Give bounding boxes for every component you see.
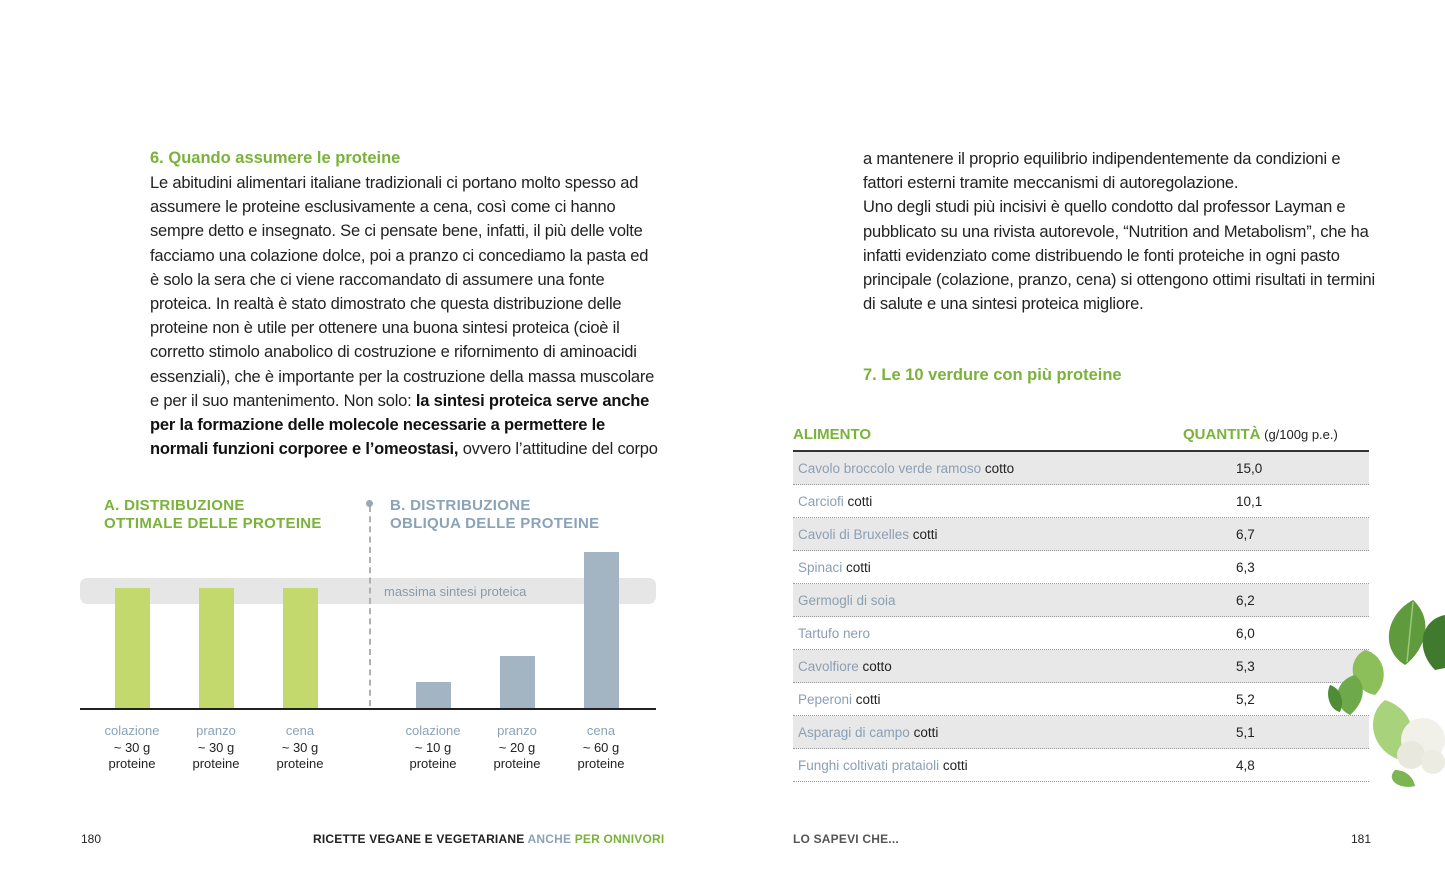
value-label: ~ 20 g xyxy=(498,739,536,755)
line-text: e per il suo mantenimento. Non solo: xyxy=(150,391,416,410)
value-label: ~ 10 g xyxy=(414,739,452,755)
section-number: 6. xyxy=(150,149,164,167)
value-label: ~ 30 g xyxy=(113,739,151,755)
paragraph-line: Uno degli studi più incisivi è quello condotto dal professor Layman e xyxy=(863,198,1346,217)
food-cell xyxy=(798,527,938,542)
paragraph-line: facciamo una colazione dolce, poi a pranzo ci concediamo la pasta ed xyxy=(150,246,649,265)
qty-header-unit: (g/100g p.e.) xyxy=(1260,427,1338,442)
food-name: Spinaci xyxy=(798,560,843,575)
chart-title-a xyxy=(104,497,322,533)
paragraph-line: infatti evidenziato come distribuendo le fonti proteiche in ogni pasto xyxy=(863,246,1340,265)
food-cell xyxy=(798,659,892,674)
table-row xyxy=(793,551,1369,584)
chart-x-label xyxy=(82,723,182,773)
chart-divider xyxy=(369,506,371,706)
chart-x-label xyxy=(166,723,266,773)
food-name: Carciofi xyxy=(798,494,844,509)
paragraph-line: principale (colazione, pranzo, cena) si ottengono ottimi risultati in termini xyxy=(863,271,1375,290)
chart-x-label xyxy=(551,723,651,773)
food-cell xyxy=(798,560,871,575)
category-label: colazione xyxy=(104,723,160,738)
chart-title-b-line1: B. DISTRIBUZIONE xyxy=(390,497,531,514)
page-number-left: 180 xyxy=(81,832,102,846)
paragraph-line: proteine non è utile per ottenere una buona sintesi proteica (cioè il xyxy=(150,319,620,338)
paragraph-line xyxy=(150,437,670,461)
paragraph-line: proteica. In realtà è stato dimostrato che questa distribuzione delle xyxy=(150,295,622,314)
paragraph-line: essenziali), che è importante per la costruzione della massa muscolare xyxy=(150,367,655,386)
chart-bar-b-cena xyxy=(584,552,619,708)
food-cell xyxy=(798,626,870,641)
paragraph-line: Le abitudini alimentari italiane tradizionali ci portano molto spesso ad xyxy=(150,174,639,192)
chart-title-a-line1: A. DISTRIBUZIONE xyxy=(104,497,245,514)
max-synthesis-band xyxy=(80,578,656,604)
line-text: ovvero l’attitudine del corpo xyxy=(458,440,658,459)
food-note: cotti xyxy=(852,692,881,707)
category-label: cena xyxy=(285,723,315,738)
quantity-cell: 6,2 xyxy=(1236,593,1255,608)
table-row xyxy=(793,452,1369,485)
table-row xyxy=(793,749,1369,782)
unit-label: proteine xyxy=(409,756,457,771)
food-note: cotto xyxy=(858,659,892,674)
table-row xyxy=(793,485,1369,518)
category-label: colazione xyxy=(405,723,461,738)
footer-title-part3: PER ONNIVORI xyxy=(574,832,665,846)
paragraph-line: è solo la sera che ci viene raccomandato di assumere una fonte xyxy=(150,270,605,289)
unit-label: proteine xyxy=(577,756,625,771)
category-label: pranzo xyxy=(196,723,236,738)
chart-bar-b-colazione xyxy=(416,682,451,708)
vegetable-leaves-illustration xyxy=(1325,590,1445,790)
table-row xyxy=(793,683,1369,716)
unit-label: proteine xyxy=(493,756,541,771)
food-cell xyxy=(798,692,881,707)
chart-bar-a-pranzo xyxy=(199,588,234,708)
table-header-qty xyxy=(1183,426,1338,443)
paragraph-line: assumere le proteine esclusivamente a cena, così come ci hanno xyxy=(150,198,616,217)
chart-bar-a-cena xyxy=(283,588,318,708)
category-label: cena xyxy=(586,723,616,738)
chart-baseline xyxy=(80,708,656,710)
quantity-cell: 6,0 xyxy=(1236,626,1255,641)
chart-x-label xyxy=(250,723,350,773)
quantity-cell: 4,8 xyxy=(1236,758,1255,773)
qty-header-label: QUANTITÀ xyxy=(1183,426,1261,443)
chart-title-b xyxy=(390,497,599,533)
book-title-footer xyxy=(313,832,664,846)
food-note: cotti xyxy=(843,494,873,509)
quantity-cell: 5,2 xyxy=(1236,692,1255,707)
section-title: Le 10 verdure con più proteine xyxy=(881,366,1122,384)
food-cell xyxy=(798,494,872,509)
food-name: Germogli di soia xyxy=(798,593,896,608)
paragraph-line: sempre detto e insegnato. Se ci pensate bene, infatti, il più delle volte xyxy=(150,222,643,241)
table-row xyxy=(793,716,1369,749)
food-cell xyxy=(798,461,1014,476)
chart-x-label xyxy=(467,723,567,773)
left-paragraph-lines xyxy=(150,171,670,389)
right-body-paragraph xyxy=(863,147,1383,316)
paragraph-line xyxy=(150,413,670,437)
quantity-cell: 15,0 xyxy=(1236,461,1263,476)
food-note: cotto xyxy=(981,461,1015,476)
food-cell xyxy=(798,593,896,608)
paragraph-line: corretto stimolo anabolico di costruzione e rifornimento di aminoacidi xyxy=(150,343,637,362)
food-name: Cavolo broccolo verde ramoso xyxy=(798,461,982,476)
bold-text: per la formazione delle molecole necessarie a permettere le xyxy=(150,416,605,435)
paragraph-line: di salute e una sintesi proteica migliore. xyxy=(863,295,1144,314)
footer-title-part2: ANCHE xyxy=(527,832,575,846)
category-label: pranzo xyxy=(497,723,537,738)
quantity-cell: 5,1 xyxy=(1236,725,1255,740)
bold-text: normali funzioni corporee e l’omeostasi, xyxy=(150,440,459,459)
paragraph-line xyxy=(150,389,670,413)
food-note: cotti xyxy=(909,725,939,740)
food-name: Peperoni xyxy=(798,692,853,707)
paragraph-line: pubblicato su una rivista autorevole, “Nutrition and Metabolism”, che ha xyxy=(863,222,1369,241)
table-row xyxy=(793,650,1369,683)
food-name: Cavolfiore xyxy=(798,659,859,674)
food-name: Tartufo nero xyxy=(798,626,871,641)
chart-bar-a-colazione xyxy=(115,588,150,708)
paragraph-line: a mantenere il proprio equilibrio indipendentemente da condizioni e xyxy=(863,150,1341,168)
section-number: 7. xyxy=(863,366,877,384)
food-name: Cavoli di Bruxelles xyxy=(798,527,910,542)
paragraph-line: fattori esterni tramite meccanismi di autoregolazione. xyxy=(863,174,1239,193)
page-number-right: 181 xyxy=(1351,832,1372,846)
footer-title-part1: RICETTE VEGANE E VEGETARIANE xyxy=(313,832,528,846)
section-6-heading xyxy=(150,149,400,168)
left-body-paragraph xyxy=(150,171,670,461)
bold-text: la sintesi proteica serve anche xyxy=(415,391,650,410)
unit-label: proteine xyxy=(192,756,240,771)
food-note: cotti xyxy=(909,527,938,542)
chart-bar-b-pranzo xyxy=(500,656,535,708)
food-cell xyxy=(798,725,938,740)
unit-label: proteine xyxy=(108,756,156,771)
unit-label: proteine xyxy=(276,756,324,771)
food-note: cotti xyxy=(939,758,968,773)
chart-title-a-line2: OTTIMALE DELLE PROTEINE xyxy=(104,515,322,532)
chart-title-b-line2: OBLIQUA DELLE PROTEINE xyxy=(390,515,600,532)
section-title: Quando assumere le proteine xyxy=(168,149,401,167)
table-row xyxy=(793,518,1369,551)
food-name: Asparagi di campo xyxy=(798,725,910,740)
section-7-heading xyxy=(863,366,1122,385)
value-label: ~ 30 g xyxy=(281,739,319,755)
value-label: ~ 30 g xyxy=(197,739,235,755)
quantity-cell: 10,1 xyxy=(1236,494,1263,509)
food-note: cotti xyxy=(842,560,871,575)
food-cell xyxy=(798,758,968,773)
table-row xyxy=(793,617,1369,650)
chart-x-label xyxy=(383,723,483,773)
band-label: massima sintesi proteica xyxy=(384,584,527,599)
table-header-food: ALIMENTO xyxy=(793,426,872,443)
food-name: Funghi coltivati prataioli xyxy=(798,758,940,773)
quantity-cell: 5,3 xyxy=(1236,659,1255,674)
value-label: ~ 60 g xyxy=(582,739,620,755)
footer-section-label: LO SAPEVI CHE... xyxy=(793,832,899,846)
quantity-cell: 6,7 xyxy=(1236,527,1255,542)
table-row xyxy=(793,584,1369,617)
quantity-cell: 6,3 xyxy=(1236,560,1255,575)
divider-cap xyxy=(366,500,373,507)
